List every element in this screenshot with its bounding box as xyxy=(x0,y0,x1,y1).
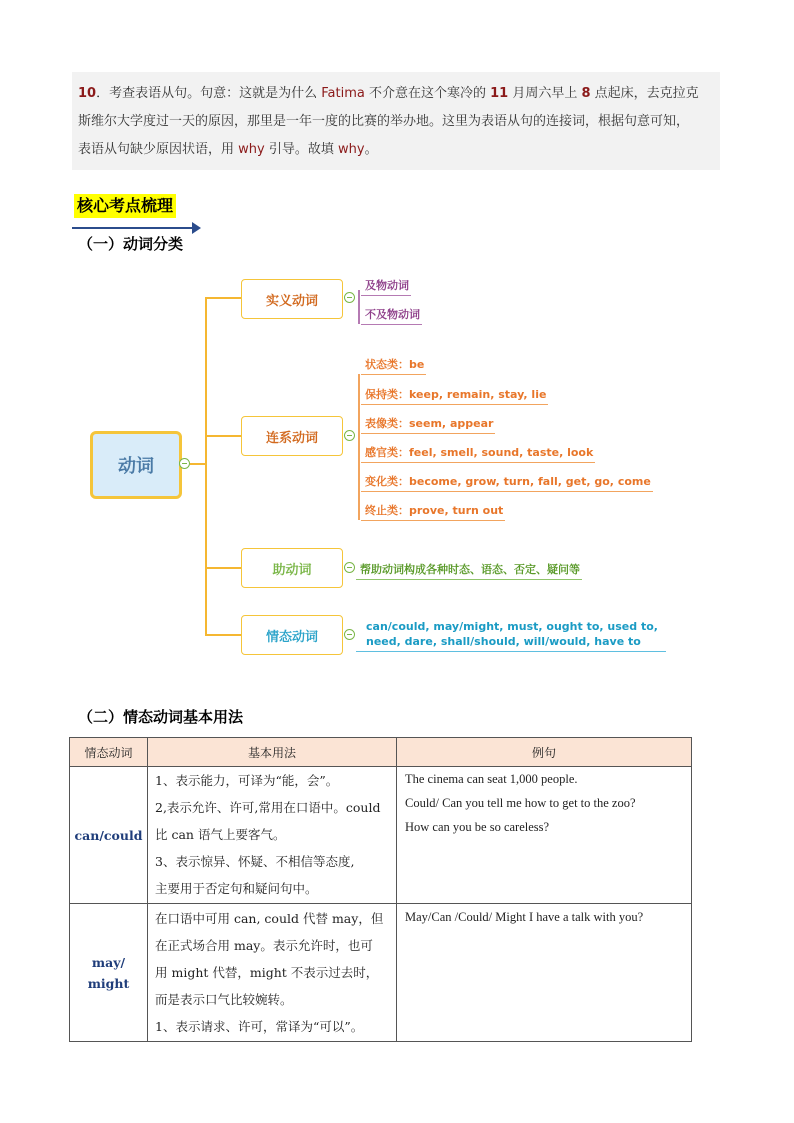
usage-line: 用 might 代替，might 不表示过去时， xyxy=(155,965,379,980)
collapse-icon[interactable] xyxy=(344,629,355,640)
header-example: 例句 xyxy=(397,738,692,767)
usage-line: 而是表示口气比较婉转。 xyxy=(155,992,293,1007)
explanation-line-1: 10．考查表语从句。句意：这就是为什么 Fatima 不介意在这个寒冷的 11 月周六早上 8 点起床，去克拉克 xyxy=(78,86,699,101)
usage-line: 在口语中可用 can, could 代替 may，但 xyxy=(155,911,384,926)
subtitle-verb-classes: （一）动词分类 xyxy=(78,235,184,253)
usage-line: 比 can 语气上要客气。 xyxy=(155,827,286,842)
connector xyxy=(190,463,206,465)
leaf-keep: 保持类：keep, remain, stay, lie xyxy=(361,386,548,405)
usage-line: 2,表示允许、许可,常用在口语中。could xyxy=(155,800,381,815)
question-number: 10 xyxy=(78,86,97,101)
header-modal: 情态动词 xyxy=(70,738,148,767)
table-row xyxy=(70,767,692,904)
modal-list-line-1: can/could, may/might, must, ought to, used to, xyxy=(366,620,658,633)
collapse-icon[interactable] xyxy=(344,430,355,441)
connector xyxy=(205,297,207,635)
example-line: How can you be so careless? xyxy=(405,820,550,834)
node-modal-verbs: 情态动词 xyxy=(241,615,343,655)
usage-line: 主要用于否定句和疑问句中。 xyxy=(155,881,318,896)
header-usage: 基本用法 xyxy=(148,738,397,767)
answer-explanation xyxy=(72,72,720,170)
usage-line: 1、表示能力，可译为“能，会”。 xyxy=(155,773,339,788)
mindmap-root: 动词 xyxy=(90,431,182,499)
leaf-change: 变化类：become, grow, turn, fall, get, go, come xyxy=(361,473,653,492)
example-cell xyxy=(397,904,692,1042)
explanation-line-3: 表语从句缺少原因状语，用 why 引导。故填 why。 xyxy=(78,142,378,157)
leaf-transitive: 及物动词 xyxy=(361,277,411,296)
modal-may: may/ xyxy=(91,954,126,970)
leaf-end: 终止类：prove, turn out xyxy=(361,502,505,521)
modal-usage-table xyxy=(69,737,692,1042)
section-title: 核心考点梳理 xyxy=(74,194,176,218)
usage-line: 3、表示惊异、怀疑、不相信等态度, xyxy=(155,854,355,869)
node-auxiliary-verbs: 助动词 xyxy=(241,548,343,588)
leaf-state: 状态类：be xyxy=(361,356,426,375)
collapse-icon[interactable] xyxy=(344,562,355,573)
example-line: May/Can /Could/ Might I have a talk with you? xyxy=(405,910,644,924)
connector xyxy=(358,374,360,520)
title-underline xyxy=(72,227,198,229)
explanation-line-2: 斯维尔大学度过一天的原因，那里是一年一度的比赛的举办地。这里为表语从句的连接词，根据句意可知， xyxy=(78,114,690,129)
table-header-row xyxy=(70,738,692,767)
usage-cell xyxy=(148,767,397,904)
example-line: Could/ Can you tell me how to get to the zoo? xyxy=(405,796,636,810)
node-linking-verbs: 连系动词 xyxy=(241,416,343,456)
leaf-auxiliary-desc: 帮助动词构成各种时态、语态、否定、疑问等 xyxy=(356,561,582,580)
leaf-modal-list xyxy=(356,620,666,652)
leaf-sense: 感官类：feel, smell, sound, taste, look xyxy=(361,444,595,463)
connector xyxy=(205,567,242,569)
collapse-icon[interactable] xyxy=(179,458,190,469)
connector xyxy=(205,634,242,636)
example-cell xyxy=(397,767,692,904)
modal-cell: can/could xyxy=(70,767,148,904)
connector xyxy=(358,290,360,324)
modal-list-line-2: need, dare, shall/should, will/would, have to xyxy=(366,635,641,648)
arrow-icon xyxy=(192,222,201,234)
collapse-icon[interactable] xyxy=(344,292,355,303)
usage-line: 在正式场合用 may。表示允许时，也可 xyxy=(155,938,373,953)
leaf-intransitive: 不及物动词 xyxy=(361,306,422,325)
node-content-verbs: 实义动词 xyxy=(241,279,343,319)
table-row xyxy=(70,904,692,1042)
usage-line: 1、表示请求、许可，常译为“可以”。 xyxy=(155,1019,364,1034)
connector xyxy=(205,297,242,299)
usage-cell xyxy=(148,904,397,1042)
modal-cell xyxy=(70,904,148,1042)
subtitle-modal-usage: （二）情态动词基本用法 xyxy=(78,708,244,726)
modal-might: might xyxy=(87,975,130,991)
connector xyxy=(205,435,242,437)
leaf-seem: 表像类：seem, appear xyxy=(361,415,495,434)
example-line: The cinema can seat 1,000 people. xyxy=(405,772,578,786)
